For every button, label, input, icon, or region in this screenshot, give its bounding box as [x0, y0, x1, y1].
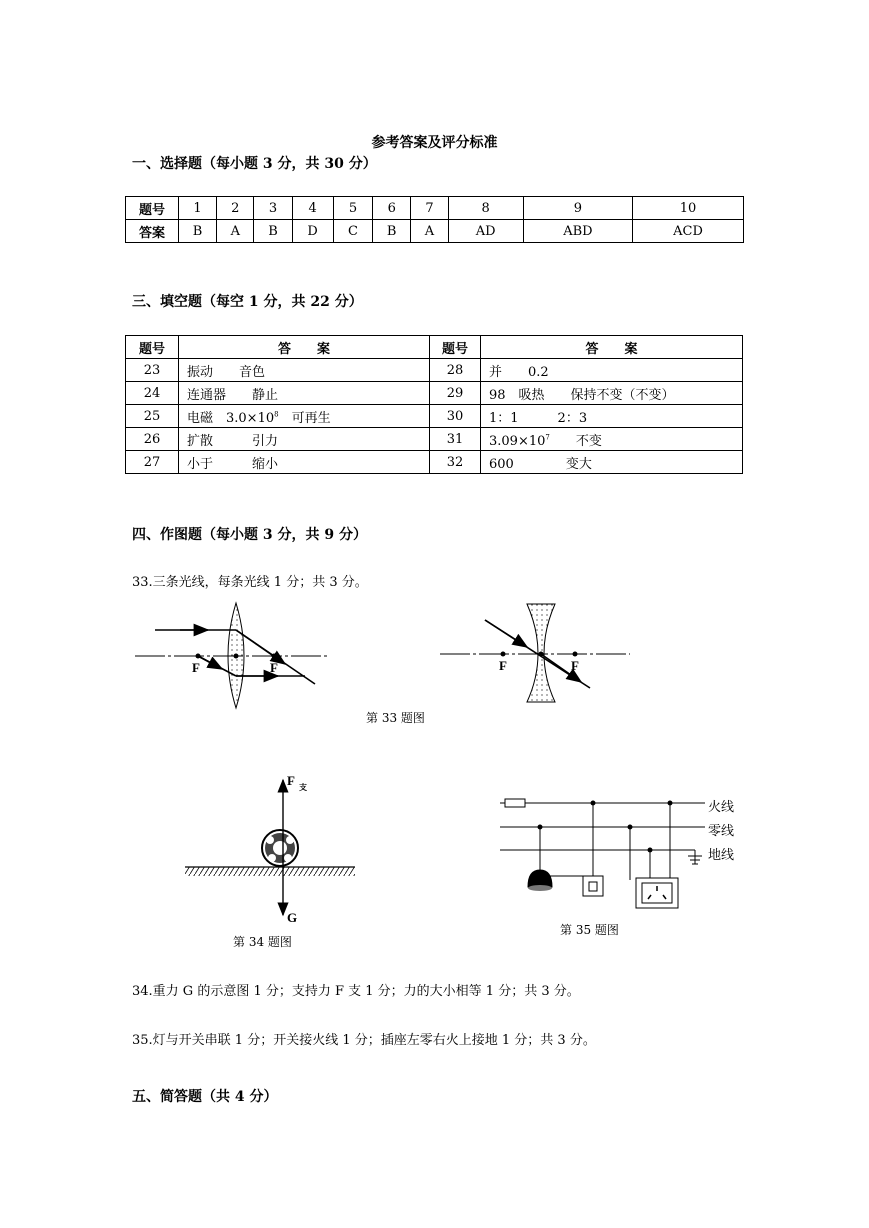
table-row: [126, 220, 744, 243]
table-cell: 连通器 静止: [179, 382, 430, 405]
table-row: [126, 359, 743, 382]
ball-force-diagram: [180, 770, 360, 930]
table-row: [126, 382, 743, 405]
table-cell: AD: [448, 220, 523, 243]
table-cell: [179, 405, 430, 428]
table-cell: 31: [430, 428, 481, 451]
table-cell: B: [179, 220, 217, 243]
table-cell: B: [373, 220, 411, 243]
table-row: [126, 451, 743, 474]
table-cell: 小于 缩小: [179, 451, 430, 474]
table-cell: 6: [373, 197, 411, 220]
table-cell: B: [254, 220, 292, 243]
section5-heading: 五、简答题（共 4 分）: [132, 1089, 278, 1105]
fill-answer-table: [125, 335, 743, 474]
table-cell: 23: [126, 359, 179, 382]
table-cell: A: [411, 220, 448, 243]
table-cell: 24: [126, 382, 179, 405]
support-force-label: F: [287, 773, 295, 788]
table-row: [126, 428, 743, 451]
header-cell: 答案: [126, 220, 179, 243]
table-row: [126, 405, 743, 428]
header-cell: 题号: [430, 336, 481, 359]
table-cell: ABD: [523, 220, 632, 243]
table-cell: 3: [254, 197, 292, 220]
exponent: 8: [274, 410, 279, 419]
header-cell: 题号: [126, 197, 179, 220]
table-cell: A: [217, 220, 254, 243]
section4-heading: 四、作图题（每小题 3 分，共 9 分）: [132, 527, 367, 543]
table-cell: 26: [126, 428, 179, 451]
header-cell: 答 案: [179, 336, 430, 359]
section3-heading: 三、填空题（每空 1 分，共 22 分）: [132, 294, 363, 310]
focus-label: F: [571, 658, 579, 673]
section1-heading: 一、选择题（每小题 3 分，共 30 分）: [132, 156, 377, 172]
neutral-wire-label: 零线: [708, 824, 735, 839]
table-cell: ACD: [633, 220, 744, 243]
header-cell: 答 案: [481, 336, 743, 359]
focus-label: F: [270, 660, 278, 675]
table-row: [126, 197, 744, 220]
table-cell: 并 0.2: [481, 359, 743, 382]
table-cell: 1：1 2：3: [481, 405, 743, 428]
fig35-caption: 第 35 题图: [560, 923, 619, 937]
header-cell: 题号: [126, 336, 179, 359]
table-cell: 28: [430, 359, 481, 382]
focus-label: F: [499, 658, 507, 673]
gravity-label: G: [287, 910, 298, 925]
exponent: 7: [545, 433, 550, 442]
table-cell: 振动 音色: [179, 359, 430, 382]
cell-text: 电磁 3.0×10: [187, 410, 275, 426]
cell-text: 可再生: [278, 410, 331, 426]
ground-wire-label: 地线: [708, 848, 735, 863]
table-cell: 98 吸热 保持不变（不变）: [481, 382, 743, 405]
table-cell: 8: [448, 197, 523, 220]
table-cell: 32: [430, 451, 481, 474]
table-cell: 2: [217, 197, 254, 220]
fig34-caption: 第 34 题图: [233, 935, 292, 949]
choice-answer-table: [125, 196, 744, 243]
table-cell: 30: [430, 405, 481, 428]
live-wire-label: 火线: [708, 800, 735, 815]
cell-text: 不变: [549, 433, 602, 449]
q34-note: 34.重力 G 的示意图 1 分；支持力 F 支 1 分；力的大小相等 1 分；共 3 分。: [132, 984, 580, 999]
table-cell: [481, 428, 743, 451]
concave-lens-diagram: [435, 598, 635, 708]
table-cell: 29: [430, 382, 481, 405]
table-cell: D: [292, 220, 333, 243]
table-cell: 10: [633, 197, 744, 220]
table-cell: 27: [126, 451, 179, 474]
q33-note: 33.三条光线，每条光线 1 分；共 3 分。: [132, 575, 368, 590]
table-cell: 扩散 引力: [179, 428, 430, 451]
table-cell: 7: [411, 197, 448, 220]
page-title: 参考答案及评分标准: [371, 135, 498, 151]
support-force-subscript: 支: [299, 783, 307, 792]
table-cell: 25: [126, 405, 179, 428]
table-cell: 9: [523, 197, 632, 220]
cell-text: 3.09×10: [489, 433, 546, 449]
table-cell: 600 变大: [481, 451, 743, 474]
convex-lens-diagram: [130, 598, 340, 713]
table-cell: 4: [292, 197, 333, 220]
table-row: [126, 336, 743, 359]
focus-label: F: [192, 660, 200, 675]
table-cell: 5: [333, 197, 372, 220]
fig33-caption: 第 33 题图: [366, 711, 425, 725]
q35-note: 35.灯与开关串联 1 分；开关接火线 1 分；插座左零右火上接地 1 分；共 3 分。: [132, 1033, 596, 1048]
table-cell: 1: [179, 197, 217, 220]
household-circuit-diagram: [495, 790, 745, 915]
table-cell: C: [333, 220, 372, 243]
